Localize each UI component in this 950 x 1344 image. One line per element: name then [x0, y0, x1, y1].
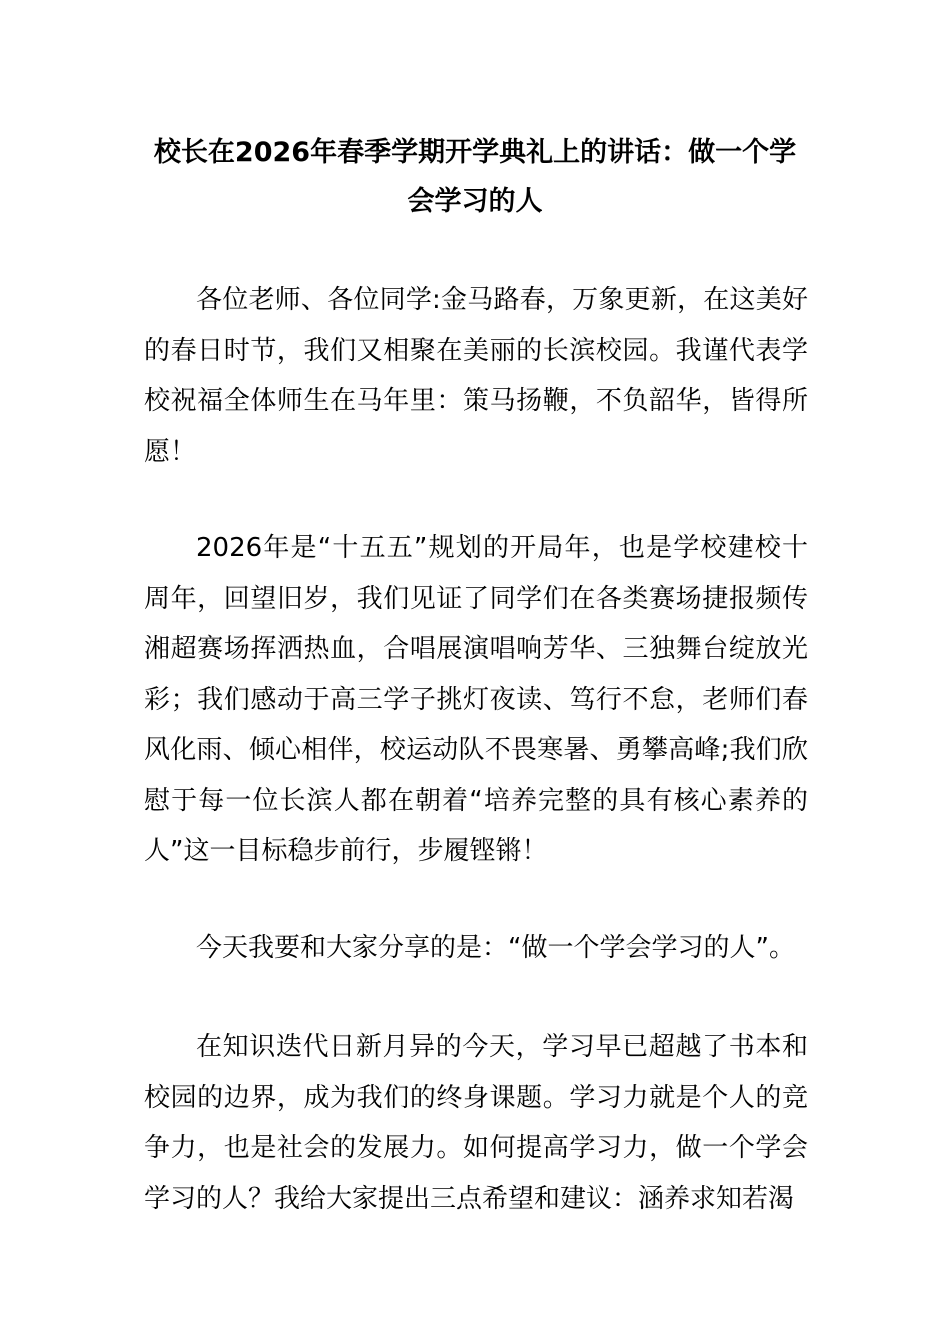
paragraph-topic: 今天我要和大家分享的是：“做一个学会学习的人”。 [196, 933, 795, 963]
document-title: 校长在2026年春季学期开学典礼上的讲话：做一个学会学习的人 [153, 137, 797, 217]
paragraph-greeting: 各位老师、各位同学:金马路春，万象更新，在这美好的春日时节，我们又相聚在美丽的长滨校园。我谨代表学校祝福全体师生在马年里：策马扬鞭，不负韶华，皆得所愿！ [144, 285, 808, 467]
paragraph-review: 2026年是“十五五”规划的开局年，也是学校建校十周年，回望旧岁，我们见证了同学们在各类赛场捷报频传湘超赛场挥洒热血，合唱展演唱响芳华、三独舞台绽放光彩；我们感动于高三学子挑灯夜读、笃行不怠，老师们春风化雨、倾心相伴，校运动队不畏寒暑、勇攀高峰;我们欣慰于每一位长滨人都在朝着“培养完整的具有核心素养的人”这一目标稳步前行，步履铿锵！ [144, 533, 808, 866]
paragraph-learning: 在知识迭代日新月异的今天，学习早已超越了书本和校园的边界，成为我们的终身课题。学习力就是个人的竞争力，也是社会的发展力。如何提高学习力，做一个学会学习的人？我给大家提出三点希望和建议：涵养求知若渴 [144, 1032, 808, 1214]
